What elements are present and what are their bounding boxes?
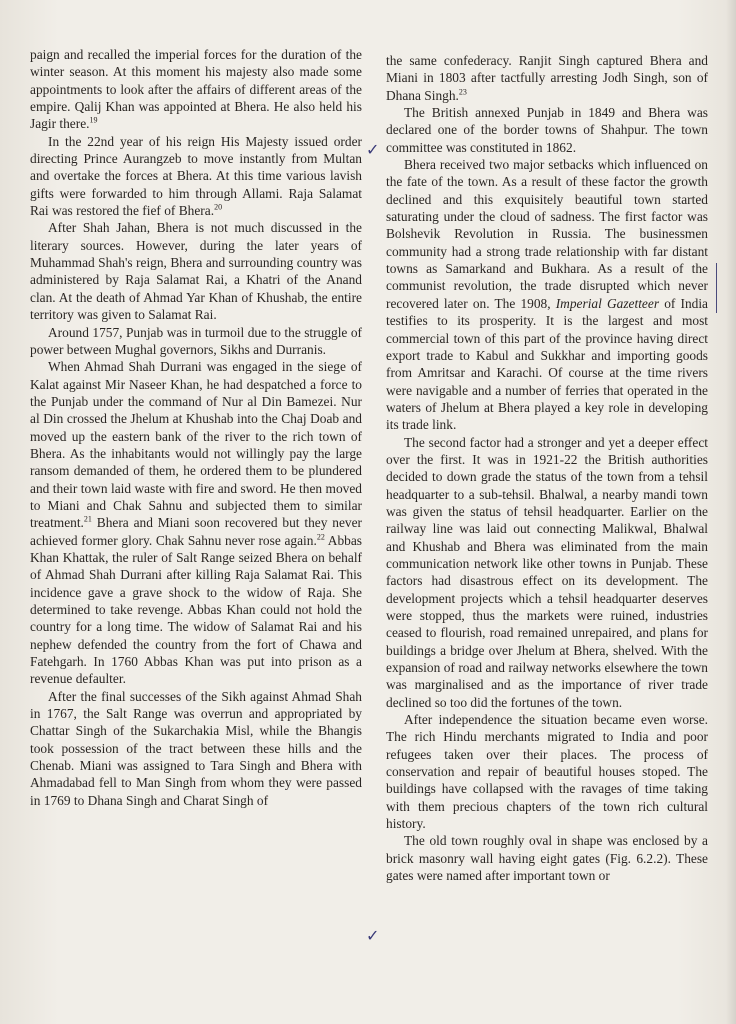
paragraph: The second factor had a stronger and yet a deeper effect over the first. It was in 1921-22 the British authorities decided to down grade the status of the town from a tehsil headquarter to a sub-tehsil. Bhalwal, a nearby mandi town was given the status of tehsil headquarter. Earlier on the railway line was laid out connecting Malikwal, Bhalwal and Khushab and Bhera was eliminated from the main communication network like other towns in Punjab. These factors had disastrous effect on its development. The development projects which a tehsil headquarter deserves were stopped, thus the markets were ruined, industries ceased to flourish, road remained unrepaired, and plans for buildings a bridge over Jhelum at Bhera, shelved. With the expansion of road and railway networks elsewhere the town was marginalised and as the importance of river trade declined so too did the fortunes of the town.	[386, 434, 708, 710]
paragraph: After Shah Jahan, Bhera is not much discussed in the literary sources. However, during the later years of Muhammad Shah's reign, Bhera and surrounding country was administered by Raja Salamat Rai, a Khatri of the Anand clan. At the death of Ahmad Yar Khan of Khushab, the entire territory was given to Salamat Rai.	[30, 220, 362, 323]
right-column	[386, 52, 708, 885]
footnote-ref: 22	[316, 532, 325, 542]
paragraph: After the final successes of the Sikh against Ahmad Shah in 1767, the Salt Range was overrun and appropriated by Chattar Singh of the Sukarchakia Misl, while the Bhangis took possession of the tract between these hills and the Chenab. Miani was assigned to Tara Singh and Bhera with Ahmadabad fell to Man Singh from whom they were passed in 1769 to Dhana Singh and Charat Singh of	[30, 688, 362, 808]
check-mark-icon: ✓	[366, 926, 380, 945]
paragraph-text: Bhera and Miani soon recovered but they never achieved former glory. Chak Sahnu never rose again.	[30, 515, 362, 548]
paragraph	[30, 133, 362, 220]
footnote-ref: 20	[214, 202, 223, 212]
paragraph-text: In the 22nd year of his reign His Majesty issued order directing Prince Aurangzeb to move instantly from Multan and overtake the forces at Bhera. At this time various lavish gifts were forwarded to him through Allami. Raja Salamat Rai was restored the fief of Bhera.	[30, 133, 362, 219]
italic-title: Imperial Gazetteer	[555, 295, 660, 311]
paragraph-text: paign and recalled the imperial forces for the duration of the winter season. At this moment his majesty also made some appointments to look after the affairs of different areas of the empire. Qalij Khan was appointed at Bhera. He also held his Jagir there.	[30, 47, 362, 132]
left-column	[30, 46, 362, 809]
paragraph	[386, 156, 708, 434]
check-mark-icon: ✓	[366, 140, 380, 159]
paragraph-text: the same confederacy. Ranjit Singh captured Bhera and Miani in 1803 after tactfully arresting Jodh Singh, son of Dhana Singh.	[386, 53, 708, 103]
page-edge-shadow	[726, 0, 736, 1024]
footnote-ref: 23	[458, 87, 467, 97]
paragraph: The British annexed Punjab in 1849 and Bhera was declared one of the border towns of Shahpur. The town committee was constituted in 1862.	[386, 105, 708, 155]
paragraph-text: Bhera received two major setbacks which influenced on the fate of the town. As a result of these factor the growth declined and this exquisitely beautiful town started saturating under the cloud of sadness. The first factor was Bolshevik Revolution in Russia. The businessmen community had a strong trade relationship with far distant towns as Samarkand and Bukhara. As a result of the communist revolution, the trade disrupted which never recovered later on. The 1908,	[386, 157, 708, 311]
paragraph	[30, 358, 362, 688]
paragraph-text: of India testifies to its prosperity. It is the largest and most commercial town of this part of the province having direct export trade to Kabul and Sukkhar and importing goods from Amritsar and Karachi. Of course at the time rivers were navigable and a number of ferries that operated in the waters of Jhelum at Bhera played a key role in developing its trade link.	[386, 295, 708, 433]
margin-bracket-mark	[716, 263, 720, 313]
footnote-ref: 21	[83, 514, 92, 524]
paragraph: The old town roughly oval in shape was enclosed by a brick masonry wall having eight gates (Fig. 6.2.2). These gates were named after important town or	[386, 833, 708, 884]
paragraph: After independence the situation became even worse. The rich Hindu merchants migrated to India and poor refugees taken over their places. The process of conservation and repair of beautiful houses stoped. The buildings have collapsed with the ravages of time taking with them precious chapters of the town rich cultural history.	[386, 712, 708, 832]
paragraph-text: Abbas Khan Khattak, the ruler of Salt Range seized Bhera on behalf of Ahmad Shah Durrani after killing Raja Salamat Rai. This incidence gave a grave shock to the widow of Raja. She determined to take revenge. Abbas Khan could not hold the country for a long time. The widow of Salamat Rai and his nephew defended the country from the fort of Chawa and Fatehgarh. In 1760 Abbas Khan was put into prison as a revenue defaulter.	[30, 532, 362, 687]
paragraph	[30, 46, 362, 133]
paragraph	[386, 52, 708, 104]
paragraph-text: When Ahmad Shah Durrani was engaged in the siege of Kalat against Mir Naseer Khan, he had despatched a force to the Punjab under the command of Nur al Din Bamezei. Nur al Din crossed the Jhelum at Khushab into the Chaj Doab and moved up the eastern bank of the river to the rich town of Bhera. As the inhabitants would not willingly pay the large ransom demanded of them, he ordered them to be plundered and their town laid waste with fire and sword. He then moved to Miani and Chak Sahnu and subjected them to similar treatment.	[30, 359, 362, 531]
footnote-ref: 19	[89, 115, 98, 125]
paragraph: Around 1757, Punjab was in turmoil due to the struggle of power between Mughal governors, Sikhs and Durranis.	[30, 324, 362, 357]
